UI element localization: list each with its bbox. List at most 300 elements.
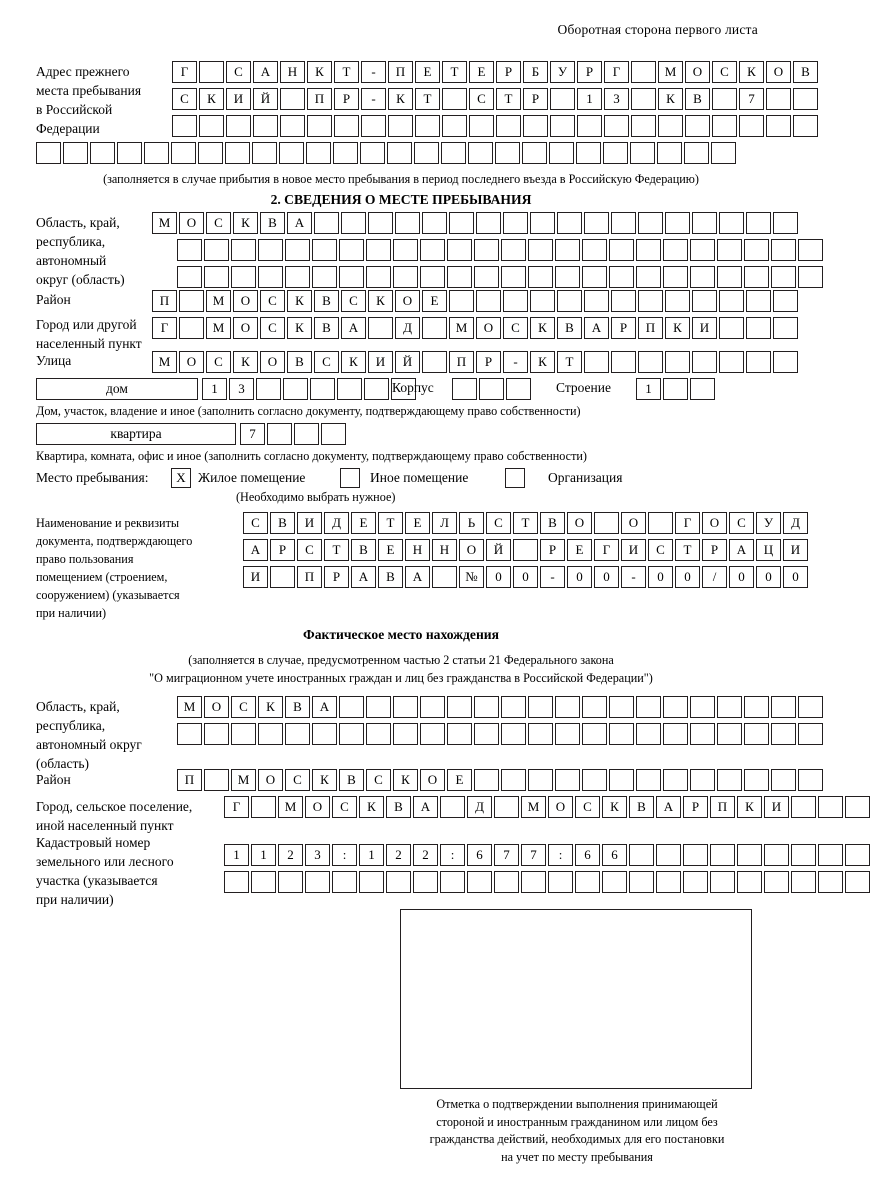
char-cell[interactable] bbox=[744, 696, 769, 718]
char-cell[interactable] bbox=[447, 696, 472, 718]
char-cell[interactable] bbox=[256, 378, 281, 400]
char-cell[interactable]: Е bbox=[469, 61, 494, 83]
char-cell[interactable]: Д bbox=[783, 512, 808, 534]
char-cell[interactable] bbox=[746, 212, 771, 234]
char-cell[interactable] bbox=[611, 212, 636, 234]
char-cell[interactable] bbox=[798, 723, 823, 745]
char-cell[interactable]: А bbox=[729, 539, 754, 561]
char-cell[interactable] bbox=[361, 115, 386, 137]
char-cell[interactable]: С bbox=[243, 512, 268, 534]
char-cell[interactable] bbox=[420, 723, 445, 745]
char-cell[interactable] bbox=[279, 142, 304, 164]
char-cell[interactable]: У bbox=[756, 512, 781, 534]
char-cell[interactable] bbox=[611, 290, 636, 312]
char-cell[interactable] bbox=[818, 796, 843, 818]
prev-address-row-1[interactable] bbox=[172, 61, 820, 83]
char-cell[interactable] bbox=[746, 351, 771, 373]
char-cell[interactable]: Т bbox=[557, 351, 582, 373]
char-cell[interactable] bbox=[368, 317, 393, 339]
char-cell[interactable]: Д bbox=[395, 317, 420, 339]
char-cell[interactable] bbox=[771, 696, 796, 718]
char-cell[interactable] bbox=[171, 142, 196, 164]
char-cell[interactable]: К bbox=[287, 290, 312, 312]
char-cell[interactable]: В bbox=[685, 88, 710, 110]
char-cell[interactable] bbox=[657, 142, 682, 164]
char-cell[interactable]: 2 bbox=[386, 844, 411, 866]
cadastral-row-1[interactable] bbox=[224, 844, 872, 866]
char-cell[interactable] bbox=[636, 266, 661, 288]
char-cell[interactable] bbox=[629, 844, 654, 866]
char-cell[interactable] bbox=[251, 871, 276, 893]
char-cell[interactable] bbox=[582, 769, 607, 791]
char-cell[interactable]: О bbox=[621, 512, 646, 534]
char-cell[interactable] bbox=[719, 212, 744, 234]
stay-type-checkbox-other[interactable] bbox=[340, 468, 360, 488]
char-cell[interactable] bbox=[414, 142, 439, 164]
char-cell[interactable] bbox=[36, 142, 61, 164]
char-cell[interactable] bbox=[198, 142, 223, 164]
char-cell[interactable] bbox=[636, 696, 661, 718]
char-cell[interactable] bbox=[555, 239, 580, 261]
char-cell[interactable] bbox=[393, 266, 418, 288]
char-cell[interactable] bbox=[172, 115, 197, 137]
char-cell[interactable]: В bbox=[793, 61, 818, 83]
char-cell[interactable]: Ь bbox=[459, 512, 484, 534]
char-cell[interactable] bbox=[501, 723, 526, 745]
char-cell[interactable] bbox=[467, 871, 492, 893]
char-cell[interactable]: Й bbox=[253, 88, 278, 110]
char-cell[interactable]: К bbox=[388, 88, 413, 110]
char-cell[interactable] bbox=[771, 239, 796, 261]
char-cell[interactable]: П bbox=[449, 351, 474, 373]
char-cell[interactable]: 1 bbox=[636, 378, 661, 400]
char-cell[interactable] bbox=[449, 212, 474, 234]
char-cell[interactable] bbox=[692, 351, 717, 373]
char-cell[interactable] bbox=[636, 769, 661, 791]
prev-address-row-4[interactable] bbox=[36, 142, 738, 164]
char-cell[interactable] bbox=[422, 212, 447, 234]
char-cell[interactable]: К bbox=[658, 88, 683, 110]
char-cell[interactable]: В bbox=[629, 796, 654, 818]
char-cell[interactable] bbox=[305, 871, 330, 893]
char-cell[interactable]: Д bbox=[324, 512, 349, 534]
char-cell[interactable]: 0 bbox=[648, 566, 673, 588]
char-cell[interactable] bbox=[665, 290, 690, 312]
char-cell[interactable]: 1 bbox=[359, 844, 384, 866]
document-row-3[interactable] bbox=[243, 566, 810, 588]
char-cell[interactable]: К bbox=[530, 351, 555, 373]
char-cell[interactable] bbox=[798, 266, 823, 288]
char-cell[interactable] bbox=[432, 566, 457, 588]
char-cell[interactable]: Т bbox=[334, 61, 359, 83]
char-cell[interactable]: 6 bbox=[575, 844, 600, 866]
char-cell[interactable] bbox=[717, 769, 742, 791]
char-cell[interactable] bbox=[420, 266, 445, 288]
actual-city-row[interactable] bbox=[224, 796, 872, 818]
char-cell[interactable]: Д bbox=[467, 796, 492, 818]
char-cell[interactable]: Р bbox=[683, 796, 708, 818]
char-cell[interactable] bbox=[771, 266, 796, 288]
char-cell[interactable]: Р bbox=[476, 351, 501, 373]
char-cell[interactable]: С bbox=[366, 769, 391, 791]
char-cell[interactable] bbox=[280, 88, 305, 110]
char-cell[interactable]: В bbox=[285, 696, 310, 718]
char-cell[interactable] bbox=[550, 88, 575, 110]
char-cell[interactable]: С bbox=[206, 212, 231, 234]
char-cell[interactable]: К bbox=[665, 317, 690, 339]
actual-region-row-2[interactable] bbox=[177, 723, 825, 745]
char-cell[interactable] bbox=[501, 769, 526, 791]
char-cell[interactable] bbox=[117, 142, 142, 164]
char-cell[interactable]: С bbox=[341, 290, 366, 312]
char-cell[interactable] bbox=[604, 115, 629, 137]
char-cell[interactable]: К bbox=[602, 796, 627, 818]
char-cell[interactable] bbox=[845, 871, 870, 893]
char-cell[interactable]: М bbox=[449, 317, 474, 339]
char-cell[interactable]: С bbox=[231, 696, 256, 718]
char-cell[interactable] bbox=[690, 696, 715, 718]
char-cell[interactable]: С bbox=[285, 769, 310, 791]
char-cell[interactable]: М bbox=[177, 696, 202, 718]
char-cell[interactable] bbox=[528, 266, 553, 288]
stroenie-cells[interactable] bbox=[636, 378, 717, 400]
char-cell[interactable]: М bbox=[206, 317, 231, 339]
char-cell[interactable] bbox=[496, 115, 521, 137]
char-cell[interactable]: В bbox=[339, 769, 364, 791]
char-cell[interactable] bbox=[179, 290, 204, 312]
char-cell[interactable] bbox=[339, 239, 364, 261]
char-cell[interactable] bbox=[449, 290, 474, 312]
char-cell[interactable]: Е bbox=[415, 61, 440, 83]
char-cell[interactable] bbox=[594, 512, 619, 534]
char-cell[interactable] bbox=[737, 871, 762, 893]
char-cell[interactable] bbox=[204, 239, 229, 261]
char-cell[interactable] bbox=[712, 115, 737, 137]
char-cell[interactable] bbox=[226, 115, 251, 137]
char-cell[interactable]: 7 bbox=[521, 844, 546, 866]
char-cell[interactable]: М bbox=[521, 796, 546, 818]
char-cell[interactable] bbox=[522, 142, 547, 164]
char-cell[interactable]: О bbox=[459, 539, 484, 561]
char-cell[interactable] bbox=[684, 142, 709, 164]
char-cell[interactable] bbox=[609, 769, 634, 791]
char-cell[interactable] bbox=[307, 115, 332, 137]
char-cell[interactable] bbox=[177, 723, 202, 745]
char-cell[interactable]: О bbox=[567, 512, 592, 534]
prev-address-row-2[interactable] bbox=[172, 88, 820, 110]
char-cell[interactable]: К bbox=[307, 61, 332, 83]
char-cell[interactable] bbox=[528, 239, 553, 261]
actual-region-row-1[interactable] bbox=[177, 696, 825, 718]
char-cell[interactable]: № bbox=[459, 566, 484, 588]
char-cell[interactable]: А bbox=[253, 61, 278, 83]
char-cell[interactable] bbox=[771, 723, 796, 745]
char-cell[interactable]: Т bbox=[496, 88, 521, 110]
char-cell[interactable] bbox=[555, 696, 580, 718]
char-cell[interactable] bbox=[521, 871, 546, 893]
char-cell[interactable]: К bbox=[233, 212, 258, 234]
char-cell[interactable] bbox=[501, 696, 526, 718]
char-cell[interactable] bbox=[270, 566, 295, 588]
char-cell[interactable] bbox=[494, 871, 519, 893]
char-cell[interactable] bbox=[764, 871, 789, 893]
char-cell[interactable]: О bbox=[204, 696, 229, 718]
char-cell[interactable]: М bbox=[231, 769, 256, 791]
char-cell[interactable]: Г bbox=[172, 61, 197, 83]
char-cell[interactable] bbox=[746, 290, 771, 312]
char-cell[interactable] bbox=[476, 290, 501, 312]
char-cell[interactable]: П bbox=[152, 290, 177, 312]
char-cell[interactable] bbox=[764, 844, 789, 866]
char-cell[interactable] bbox=[663, 266, 688, 288]
char-cell[interactable]: К bbox=[199, 88, 224, 110]
char-cell[interactable] bbox=[658, 115, 683, 137]
char-cell[interactable] bbox=[420, 239, 445, 261]
char-cell[interactable]: И bbox=[297, 512, 322, 534]
char-cell[interactable] bbox=[310, 378, 335, 400]
char-cell[interactable] bbox=[339, 723, 364, 745]
char-cell[interactable]: К bbox=[287, 317, 312, 339]
char-cell[interactable] bbox=[602, 871, 627, 893]
char-cell[interactable] bbox=[582, 696, 607, 718]
char-cell[interactable]: П bbox=[177, 769, 202, 791]
char-cell[interactable]: Р bbox=[334, 88, 359, 110]
char-cell[interactable] bbox=[442, 115, 467, 137]
char-cell[interactable] bbox=[393, 723, 418, 745]
char-cell[interactable]: В bbox=[540, 512, 565, 534]
char-cell[interactable] bbox=[90, 142, 115, 164]
char-cell[interactable] bbox=[636, 239, 661, 261]
char-cell[interactable] bbox=[366, 696, 391, 718]
char-cell[interactable] bbox=[312, 723, 337, 745]
char-cell[interactable]: О bbox=[233, 290, 258, 312]
char-cell[interactable]: Г bbox=[224, 796, 249, 818]
char-cell[interactable] bbox=[582, 723, 607, 745]
prev-address-row-3[interactable] bbox=[172, 115, 820, 137]
char-cell[interactable] bbox=[368, 212, 393, 234]
char-cell[interactable] bbox=[513, 539, 538, 561]
char-cell[interactable] bbox=[719, 351, 744, 373]
char-cell[interactable] bbox=[609, 266, 634, 288]
char-cell[interactable]: О bbox=[420, 769, 445, 791]
char-cell[interactable] bbox=[845, 844, 870, 866]
char-cell[interactable]: Б bbox=[523, 61, 548, 83]
char-cell[interactable]: О bbox=[179, 351, 204, 373]
char-cell[interactable] bbox=[711, 142, 736, 164]
char-cell[interactable]: К bbox=[312, 769, 337, 791]
char-cell[interactable]: С bbox=[575, 796, 600, 818]
char-cell[interactable] bbox=[177, 239, 202, 261]
char-cell[interactable]: 1 bbox=[577, 88, 602, 110]
char-cell[interactable]: О bbox=[258, 769, 283, 791]
char-cell[interactable] bbox=[312, 266, 337, 288]
char-cell[interactable] bbox=[253, 115, 278, 137]
char-cell[interactable] bbox=[717, 696, 742, 718]
char-cell[interactable]: А bbox=[287, 212, 312, 234]
char-cell[interactable]: 6 bbox=[467, 844, 492, 866]
char-cell[interactable]: Н bbox=[432, 539, 457, 561]
char-cell[interactable] bbox=[555, 266, 580, 288]
char-cell[interactable]: С bbox=[469, 88, 494, 110]
char-cell[interactable]: В bbox=[314, 317, 339, 339]
char-cell[interactable]: Т bbox=[378, 512, 403, 534]
char-cell[interactable] bbox=[420, 696, 445, 718]
char-cell[interactable]: Г bbox=[675, 512, 700, 534]
char-cell[interactable] bbox=[818, 871, 843, 893]
district-row[interactable] bbox=[152, 290, 800, 312]
char-cell[interactable]: А bbox=[656, 796, 681, 818]
char-cell[interactable] bbox=[447, 723, 472, 745]
char-cell[interactable] bbox=[333, 142, 358, 164]
char-cell[interactable] bbox=[199, 115, 224, 137]
char-cell[interactable] bbox=[204, 723, 229, 745]
char-cell[interactable]: Т bbox=[415, 88, 440, 110]
char-cell[interactable]: П bbox=[297, 566, 322, 588]
char-cell[interactable]: П bbox=[710, 796, 735, 818]
char-cell[interactable]: Р bbox=[270, 539, 295, 561]
char-cell[interactable] bbox=[224, 871, 249, 893]
char-cell[interactable]: Р bbox=[540, 539, 565, 561]
char-cell[interactable] bbox=[474, 239, 499, 261]
char-cell[interactable]: 7 bbox=[240, 423, 265, 445]
char-cell[interactable]: О bbox=[179, 212, 204, 234]
char-cell[interactable]: Т bbox=[442, 61, 467, 83]
char-cell[interactable] bbox=[479, 378, 504, 400]
char-cell[interactable]: С bbox=[486, 512, 511, 534]
char-cell[interactable] bbox=[364, 378, 389, 400]
char-cell[interactable]: И bbox=[692, 317, 717, 339]
char-cell[interactable]: 2 bbox=[413, 844, 438, 866]
char-cell[interactable] bbox=[638, 351, 663, 373]
region-row-2[interactable] bbox=[177, 239, 825, 261]
char-cell[interactable]: Р bbox=[324, 566, 349, 588]
char-cell[interactable] bbox=[312, 239, 337, 261]
char-cell[interactable]: Н bbox=[405, 539, 430, 561]
char-cell[interactable]: Р bbox=[702, 539, 727, 561]
char-cell[interactable]: У bbox=[550, 61, 575, 83]
char-cell[interactable]: О bbox=[305, 796, 330, 818]
char-cell[interactable] bbox=[584, 351, 609, 373]
char-cell[interactable] bbox=[359, 871, 384, 893]
char-cell[interactable]: С bbox=[260, 317, 285, 339]
char-cell[interactable] bbox=[267, 423, 292, 445]
char-cell[interactable]: 1 bbox=[251, 844, 276, 866]
city-row[interactable] bbox=[152, 317, 800, 339]
char-cell[interactable] bbox=[793, 88, 818, 110]
char-cell[interactable]: А bbox=[584, 317, 609, 339]
char-cell[interactable] bbox=[285, 239, 310, 261]
char-cell[interactable]: А bbox=[312, 696, 337, 718]
char-cell[interactable]: А bbox=[413, 796, 438, 818]
char-cell[interactable] bbox=[798, 769, 823, 791]
char-cell[interactable]: С bbox=[332, 796, 357, 818]
char-cell[interactable]: О bbox=[233, 317, 258, 339]
char-cell[interactable]: О bbox=[702, 512, 727, 534]
char-cell[interactable]: Р bbox=[496, 61, 521, 83]
char-cell[interactable] bbox=[692, 290, 717, 312]
char-cell[interactable] bbox=[334, 115, 359, 137]
char-cell[interactable]: 6 bbox=[602, 844, 627, 866]
char-cell[interactable] bbox=[413, 871, 438, 893]
char-cell[interactable] bbox=[387, 142, 412, 164]
char-cell[interactable]: К bbox=[258, 696, 283, 718]
char-cell[interactable] bbox=[717, 239, 742, 261]
char-cell[interactable]: С bbox=[297, 539, 322, 561]
house-cells[interactable] bbox=[202, 378, 418, 400]
document-row-1[interactable] bbox=[243, 512, 810, 534]
char-cell[interactable] bbox=[339, 266, 364, 288]
char-cell[interactable] bbox=[744, 723, 769, 745]
char-cell[interactable] bbox=[332, 871, 357, 893]
char-cell[interactable] bbox=[818, 844, 843, 866]
char-cell[interactable] bbox=[528, 769, 553, 791]
char-cell[interactable]: Е bbox=[405, 512, 430, 534]
char-cell[interactable] bbox=[366, 266, 391, 288]
char-cell[interactable] bbox=[258, 266, 283, 288]
char-cell[interactable] bbox=[452, 378, 477, 400]
char-cell[interactable]: К bbox=[530, 317, 555, 339]
char-cell[interactable] bbox=[663, 723, 688, 745]
char-cell[interactable] bbox=[719, 290, 744, 312]
char-cell[interactable] bbox=[278, 871, 303, 893]
char-cell[interactable] bbox=[603, 142, 628, 164]
char-cell[interactable]: К bbox=[233, 351, 258, 373]
char-cell[interactable]: Е bbox=[378, 539, 403, 561]
char-cell[interactable]: / bbox=[702, 566, 727, 588]
char-cell[interactable] bbox=[791, 844, 816, 866]
char-cell[interactable]: С bbox=[172, 88, 197, 110]
char-cell[interactable] bbox=[690, 266, 715, 288]
char-cell[interactable] bbox=[231, 723, 256, 745]
char-cell[interactable] bbox=[584, 290, 609, 312]
char-cell[interactable] bbox=[557, 212, 582, 234]
char-cell[interactable] bbox=[366, 723, 391, 745]
char-cell[interactable] bbox=[710, 844, 735, 866]
char-cell[interactable] bbox=[530, 212, 555, 234]
char-cell[interactable]: С bbox=[260, 290, 285, 312]
char-cell[interactable] bbox=[63, 142, 88, 164]
char-cell[interactable] bbox=[395, 212, 420, 234]
char-cell[interactable] bbox=[845, 796, 870, 818]
char-cell[interactable] bbox=[683, 844, 708, 866]
char-cell[interactable] bbox=[495, 142, 520, 164]
char-cell[interactable] bbox=[690, 723, 715, 745]
char-cell[interactable] bbox=[422, 317, 447, 339]
actual-district-row[interactable] bbox=[177, 769, 825, 791]
char-cell[interactable]: Н bbox=[280, 61, 305, 83]
cadastral-row-2[interactable] bbox=[224, 871, 872, 893]
char-cell[interactable]: С bbox=[314, 351, 339, 373]
char-cell[interactable]: В bbox=[287, 351, 312, 373]
char-cell[interactable]: П bbox=[307, 88, 332, 110]
char-cell[interactable] bbox=[791, 796, 816, 818]
flat-cells[interactable] bbox=[240, 423, 348, 445]
char-cell[interactable] bbox=[746, 317, 771, 339]
char-cell[interactable] bbox=[648, 512, 673, 534]
char-cell[interactable]: С bbox=[648, 539, 673, 561]
char-cell[interactable]: 0 bbox=[675, 566, 700, 588]
char-cell[interactable]: : bbox=[548, 844, 573, 866]
char-cell[interactable]: О bbox=[476, 317, 501, 339]
char-cell[interactable]: 0 bbox=[756, 566, 781, 588]
char-cell[interactable] bbox=[638, 290, 663, 312]
char-cell[interactable] bbox=[530, 290, 555, 312]
char-cell[interactable]: : bbox=[440, 844, 465, 866]
char-cell[interactable] bbox=[476, 212, 501, 234]
region-row-3[interactable] bbox=[177, 266, 825, 288]
char-cell[interactable] bbox=[575, 871, 600, 893]
char-cell[interactable]: В bbox=[314, 290, 339, 312]
